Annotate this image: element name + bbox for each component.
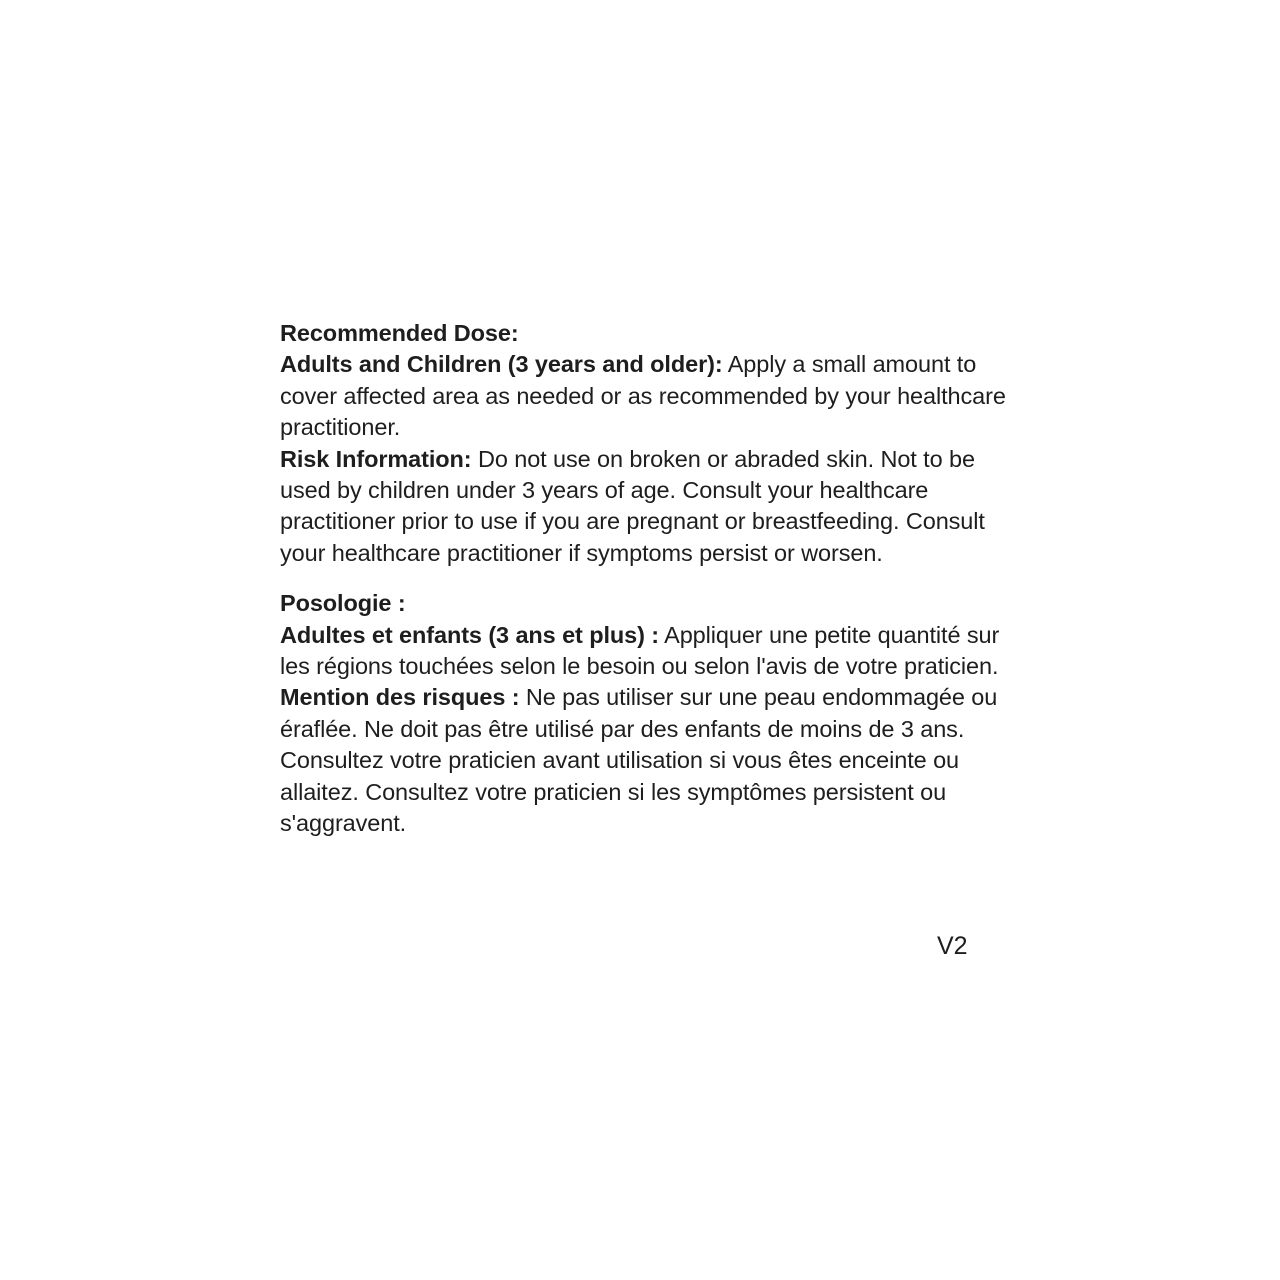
english-risk-paragraph — [280, 444, 1020, 570]
french-risk-text: Ne pas utiliser sur une peau endommagée ou éraflée. Ne doit pas être utilisé par des enfants de moins de 3 ans. Consultez votre praticien avant utilisation si vous êtes enceinte ou allaitez. Consultez votre praticien si les symptômes persistent ou s'aggravent. — [280, 684, 998, 837]
english-risk-text: Do not use on broken or abraded skin. Not to be used by children under 3 years of age. Consult your healthcare practitioner prior to use if you are pregnant or breastfeeding. Consult your healthcare practitioner if symptoms persist or worsen. — [280, 445, 985, 566]
english-title: Recommended Dose: — [280, 320, 519, 346]
french-title: Posologie : — [280, 590, 406, 617]
version-code: V2 — [937, 932, 968, 960]
english-dose-label: Adults and Children (3 years and older): — [280, 351, 723, 378]
french-dose-label: Adultes et enfants (3 ans et plus) : — [280, 621, 659, 648]
french-risk-label: Mention des risques : — [280, 684, 520, 711]
english-dose-paragraph — [280, 349, 1020, 443]
label-text-block — [280, 318, 1020, 840]
french-risk-paragraph — [280, 682, 1020, 839]
section-spacer — [280, 569, 1020, 588]
french-dose-paragraph — [280, 620, 1020, 683]
french-dose-text: Appliquer une petite quantité sur les régions touchées selon le besoin ou selon l'avis de votre praticien. — [280, 621, 1000, 680]
english-dose-text: Apply a small amount to cover affected area as needed or as recommended by your healthcare practitioner. — [280, 351, 1006, 441]
english-risk-label: Risk Information: — [280, 445, 472, 472]
